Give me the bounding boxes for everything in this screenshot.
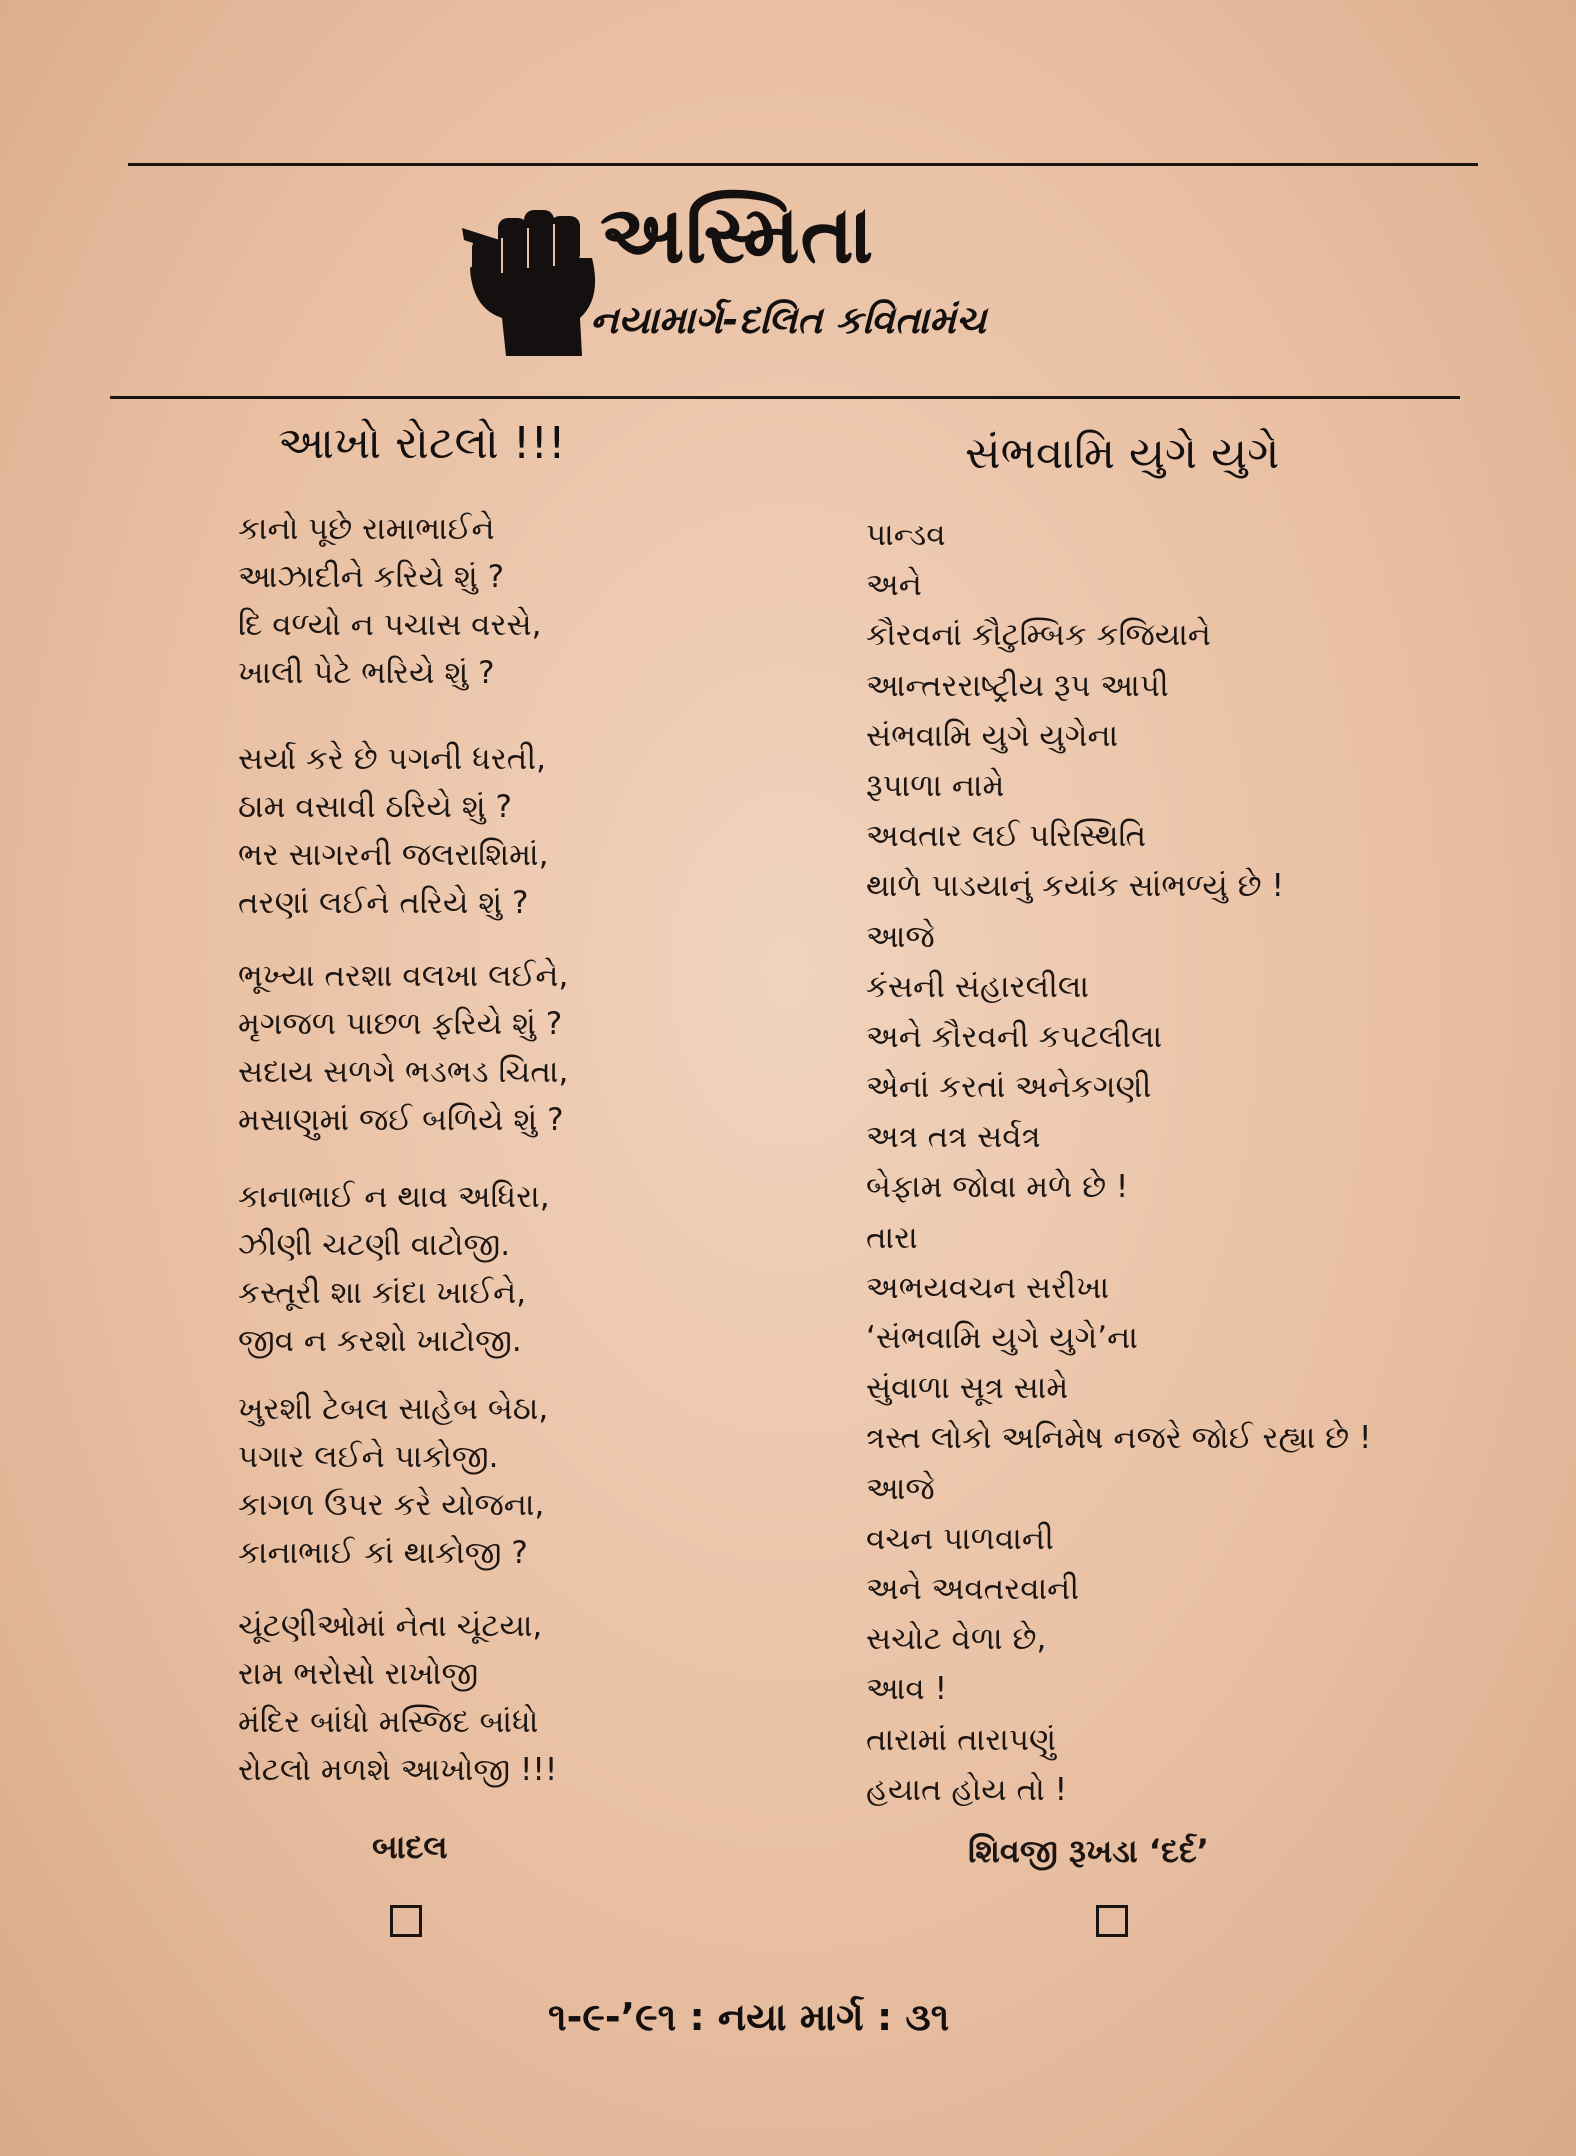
poem-line: થાળે પાડયાનું કયાંક સાંભળ્યું છે ! (866, 868, 1284, 905)
left-poem-title: આખો રોટલો !!! (278, 418, 566, 469)
magazine-logo-title: અસ્મિતા (600, 188, 875, 281)
left-poem-author: બાદલ (372, 1828, 448, 1866)
poem-line: પાન્ડવ (866, 517, 946, 553)
poem-line: બેફામ જોવા મળે છે ! (866, 1169, 1129, 1206)
poem-line: કાનો પૂછે રામાભાઈને (238, 511, 495, 547)
poem-line: આવ ! (866, 1671, 948, 1708)
poem-line: સદાય સળગે ભડભડ ચિતા, (238, 1054, 569, 1090)
poem-line: પગાર લઈને પાકોજી. (238, 1439, 499, 1475)
poem-line: સુંવાળા સૂત્ર સામે (866, 1370, 1069, 1407)
poem-line: કાગળ ઉપર કરે યોજના, (238, 1487, 545, 1523)
poem-line: કસ્તૂરી શા કાંદા ખાઈને, (238, 1275, 527, 1311)
left-poem-stanza (238, 1602, 557, 1794)
left-poem-stanza (238, 1385, 548, 1577)
right-poem-author: શિવજી રૂખડા ‘દર્દ’ (968, 1832, 1209, 1870)
poem-line: ખુરશી ટેબલ સાહેબ બેઠા, (238, 1391, 549, 1427)
poem-line: અને કૌરવની કપટલીલા (866, 1018, 1163, 1055)
poem-line: જીવ ન કરશો ખાટોજી. (238, 1323, 522, 1359)
left-poem-stanza (238, 735, 548, 927)
page-footer: ૧-૯-’૯૧ : નયા માર્ગ : ૩૧ (548, 1995, 950, 2039)
poem-line: ભૂખ્યા તરશા વલખા લઈને, (238, 958, 569, 994)
poem-line: રોટલો મળશે આખોજી !!! (238, 1752, 558, 1788)
left-poem-stanza (238, 1173, 550, 1365)
poem-line: દિ વળ્યો ન પચાસ વરસે, (238, 607, 542, 643)
left-poem-stanza (238, 952, 568, 1144)
poem-line: સચોટ વેળા છે, (866, 1621, 1047, 1658)
masthead-rule (110, 396, 1460, 399)
poem-line: ખાલી પેટે ભરિયે શું ? (238, 655, 495, 691)
right-poem-body (866, 510, 1371, 1815)
poem-line: તરણાં લઈને તરિયે શું ? (238, 885, 529, 921)
poem-line: અત્ર તત્ર સર્વત્ર (866, 1119, 1041, 1156)
poem-line: રામ ભરોસો રાખોજી (238, 1656, 479, 1692)
masthead (462, 188, 1082, 358)
poem-line: આન્તરરાષ્ટ્રીય રૂપ આપી (866, 667, 1169, 704)
poem-line: રૂપાળા નામે (866, 767, 1005, 804)
poem-line: તારા (866, 1219, 918, 1256)
poem-line: ચૂંટણીઓમાં નેતા ચૂંટયા, (238, 1608, 543, 1644)
right-poem-title: સંભવામિ યુગે યુગે (965, 428, 1280, 479)
poem-line: અને (866, 567, 922, 604)
poem-line: હયાત હોય તો ! (866, 1771, 1068, 1808)
poem-line: ત્રસ્ત લોકો અનિમેષ નજરે જોઈ રહ્યા છે ! (866, 1420, 1372, 1457)
poem-line: આજે (866, 918, 935, 955)
poem-line: કાનાભાઈ કાં થાકોજી ? (238, 1535, 528, 1571)
poem-line: અભયવચન સરીખા (866, 1269, 1110, 1306)
poem-line: આજે (866, 1470, 935, 1507)
poem-line: કંસની સંહારલીલા (866, 968, 1089, 1005)
poem-line: કૌરવનાં કૌટુમ્બિક કજિયાને (866, 617, 1211, 654)
poem-line: મંદિર બાંધો મસ્જિદ બાંધો (238, 1704, 539, 1740)
poem-line: અવતાર લઈ પરિસ્થિતિ (866, 818, 1147, 855)
left-poem-stanza (238, 505, 541, 697)
poem-line: મસાણુમાં જઈ બળિયે શું ? (238, 1102, 564, 1138)
poem-line: વચન પાળવાની (866, 1520, 1054, 1557)
poem-line: આઝાદીને કરિયે શું ? (238, 559, 505, 595)
poem-line: ભર સાગરની જલરાશિમાં, (238, 837, 549, 873)
poem-line: અને અવતરવાની (866, 1570, 1080, 1607)
poem-line: કાનાભાઈ ન થાવ અધિરા, (238, 1179, 550, 1215)
poem-line: સર્યા કરે છે પગની ધરતી, (238, 741, 546, 777)
poem-line: સંભવામિ યુગે યુગેના (866, 717, 1119, 754)
top-rule (128, 163, 1478, 166)
poem-line: ‘સંભવામિ યુગે યુગે’ના (866, 1320, 1138, 1356)
poem-line: ઠામ વસાવી ઠરિયે શું ? (238, 789, 512, 825)
poem-line: મૃગજળ પાછળ ફરિયે શું ? (238, 1006, 563, 1042)
poem-line: તારામાં તારાપણું (866, 1721, 1057, 1758)
end-mark-box (1096, 1905, 1128, 1937)
poem-line: એનાં કરતાં અનેકગણી (866, 1069, 1152, 1106)
poem-line: ઝીણી ચટણી વાટોજી. (238, 1227, 511, 1263)
end-mark-box (390, 1905, 422, 1937)
magazine-logo-subtitle: નયામાર્ગ-દલિત કવિતામંચ (590, 298, 987, 342)
